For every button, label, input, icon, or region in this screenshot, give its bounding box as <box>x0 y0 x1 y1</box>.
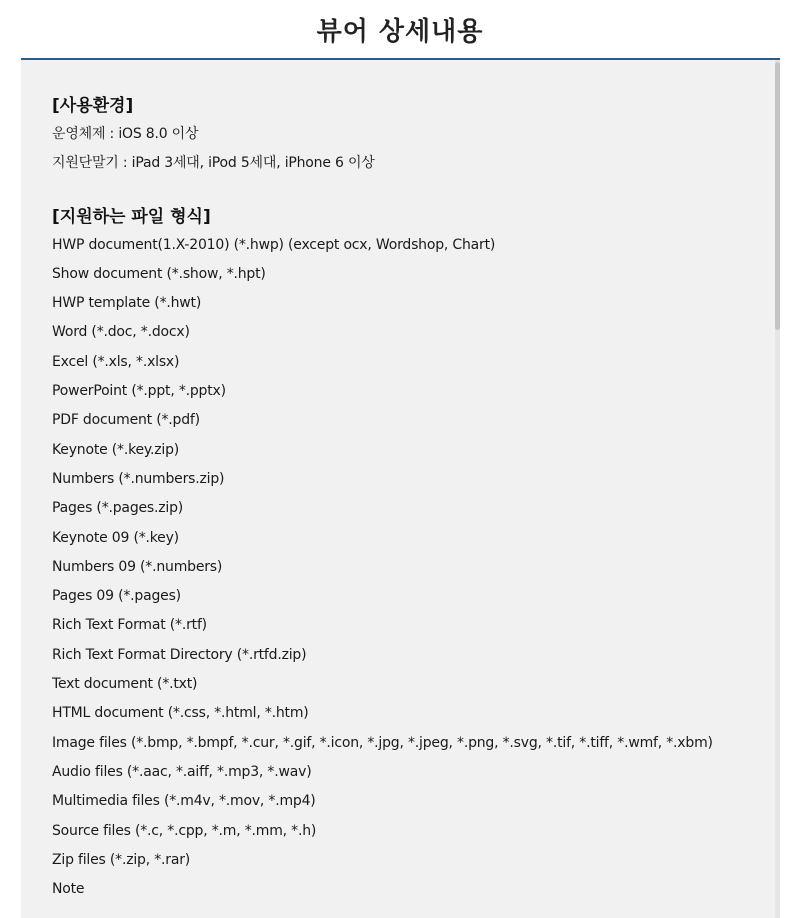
format-item-pages-09: Pages 09 (*.pages) <box>52 588 181 605</box>
format-item-zip: Zip files (*.zip, *.rar) <box>52 851 191 868</box>
page-title: 뷰어 상세내용 <box>316 16 484 47</box>
format-item-html: HTML document (*.css, *.html, *.htm) <box>52 705 309 722</box>
format-item-source: Source files (*.c, *.cpp, *.m, *.mm, *.h) <box>52 822 317 839</box>
supported-devices-text: 지원단말기 : iPad 3세대, iPod 5세대, iPhone 6 이상 <box>52 155 375 172</box>
format-item-word: Word (*.doc, *.docx) <box>52 324 190 341</box>
format-item-pdf: PDF document (*.pdf) <box>52 412 200 429</box>
format-item-note: Note <box>52 881 85 898</box>
format-item-keynote-zip: Keynote (*.key.zip) <box>52 441 180 458</box>
supported-formats-heading: [지원하는 파일 형식] <box>52 206 211 227</box>
scrollbar-thumb[interactable] <box>775 62 780 330</box>
details-content <box>21 92 780 904</box>
scrollbar-track[interactable] <box>775 60 780 918</box>
format-item-hwt: HWP template (*.hwt) <box>52 295 202 312</box>
format-item-powerpoint: PowerPoint (*.ppt, *.pptx) <box>52 383 226 400</box>
format-list <box>52 231 760 905</box>
format-item-show: Show document (*.show, *.hpt) <box>52 265 266 282</box>
format-item-rtf: Rich Text Format (*.rtf) <box>52 617 207 634</box>
format-item-audio: Audio files (*.aac, *.aiff, *.mp3, *.wav) <box>52 763 312 780</box>
details-content-panel[interactable] <box>21 60 780 918</box>
environment-heading: [사용환경] <box>52 96 134 116</box>
format-item-rtfd: Rich Text Format Directory (*.rtfd.zip) <box>52 646 307 663</box>
format-item-keynote-09: Keynote 09 (*.key) <box>52 529 179 546</box>
format-item-txt: Text document (*.txt) <box>52 676 198 693</box>
format-item-numbers-zip: Numbers (*.numbers.zip) <box>52 470 225 487</box>
os-requirement-text: 운영체제 : iOS 8.0 이상 <box>52 126 199 142</box>
format-item-excel: Excel (*.xls, *.xlsx) <box>52 353 180 370</box>
format-item-pages-zip: Pages (*.pages.zip) <box>52 500 184 517</box>
format-item-image: Image files (*.bmp, *.bmpf, *.cur, *.gif, *.icon, *.jpg, *.jpeg, *.png, *.svg, *.tif, *.tiff, *.wmf, *.xbm) <box>52 734 713 751</box>
supported-formats-section <box>52 203 760 905</box>
format-item-numbers-09: Numbers 09 (*.numbers) <box>52 558 223 575</box>
page-header <box>0 0 800 58</box>
format-item-hwp: HWP document(1.X-2010) (*.hwp) (except ocx, Wordshop, Chart) <box>52 236 496 253</box>
format-item-multimedia: Multimedia files (*.m4v, *.mov, *.mp4) <box>52 793 316 810</box>
environment-section <box>52 92 760 179</box>
